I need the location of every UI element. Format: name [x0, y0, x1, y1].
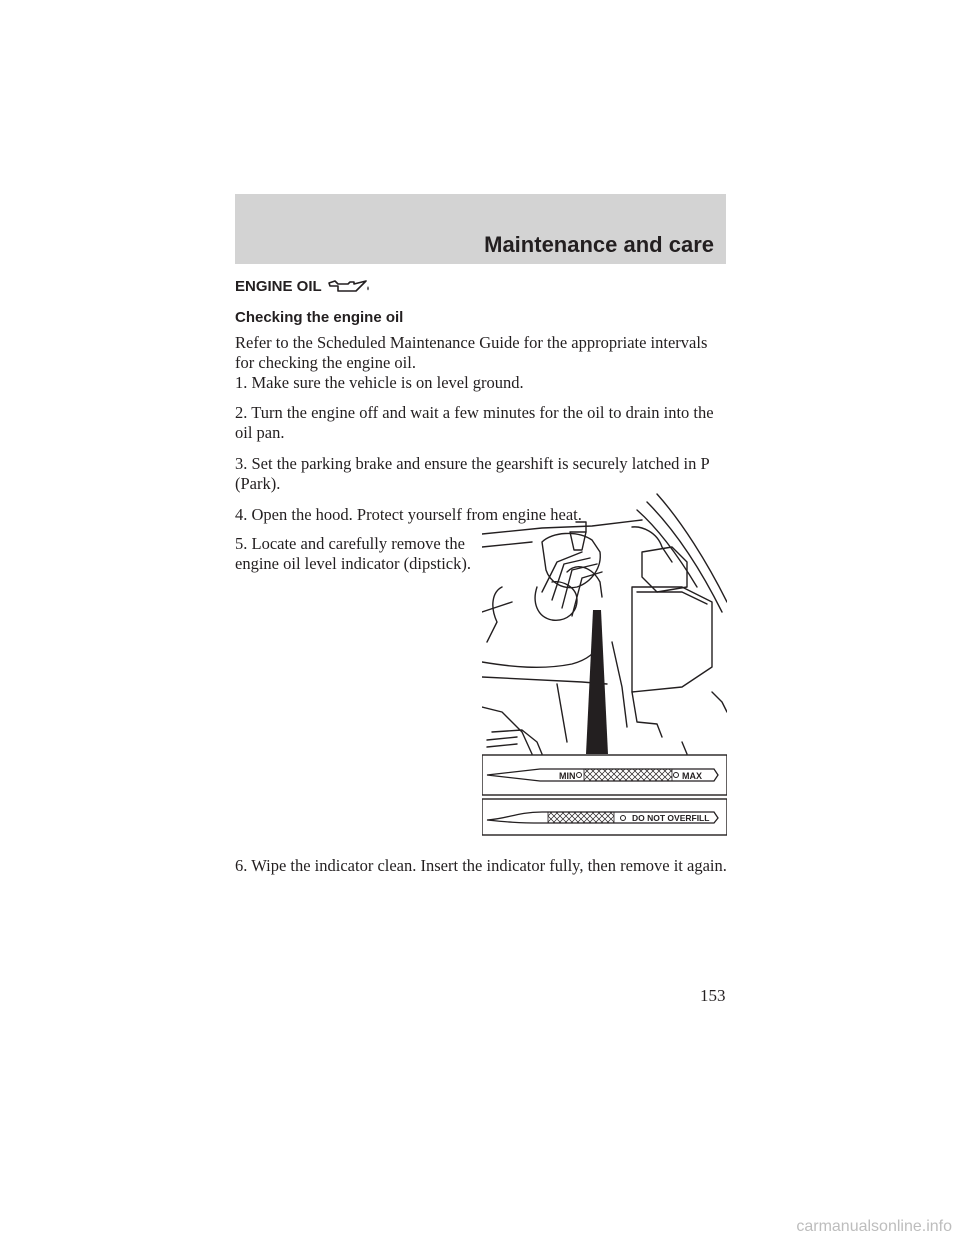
- engine-oil-can-icon: [326, 277, 370, 295]
- subheading-checking-oil: Checking the engine oil: [235, 309, 404, 326]
- dipstick-do-not-overfill: [482, 799, 727, 835]
- step-6: 6. Wipe the indicator clean. Insert the indicator fully, then remove it again.: [235, 856, 727, 875]
- dipstick-max-label: MAX: [682, 771, 702, 781]
- step-1: 1. Make sure the vehicle is on level ground.: [235, 373, 524, 392]
- chapter-header-band: [235, 194, 726, 264]
- dipstick-min-label: MIN: [559, 771, 576, 781]
- step-3: 3. Set the parking brake and ensure the gearshift is securely latched in P (Park).: [235, 454, 710, 493]
- section-heading: [235, 277, 370, 295]
- step-2: 2. Turn the engine off and wait a few minutes for the oil to drain into the oil pan.: [235, 403, 714, 442]
- watermark: carmanualsonline.info: [796, 1218, 952, 1235]
- page-number: 153: [700, 986, 726, 1005]
- chapter-title: Maintenance and care: [484, 232, 714, 257]
- section-heading-text: ENGINE OIL: [235, 277, 322, 295]
- step-5: 5. Locate and carefully remove the engine oil level indicator (dipstick).: [235, 534, 471, 573]
- engine-compartment-illustration: [482, 492, 727, 837]
- dipstick-min-max: [482, 755, 727, 795]
- intro-paragraph: Refer to the Scheduled Maintenance Guide for the appropriate intervals for checking the engine oil.: [235, 333, 708, 372]
- step-4: 4. Open the hood. Protect yourself from engine heat.: [235, 505, 582, 524]
- dipstick-overfill-label: DO NOT OVERFILL: [632, 813, 710, 823]
